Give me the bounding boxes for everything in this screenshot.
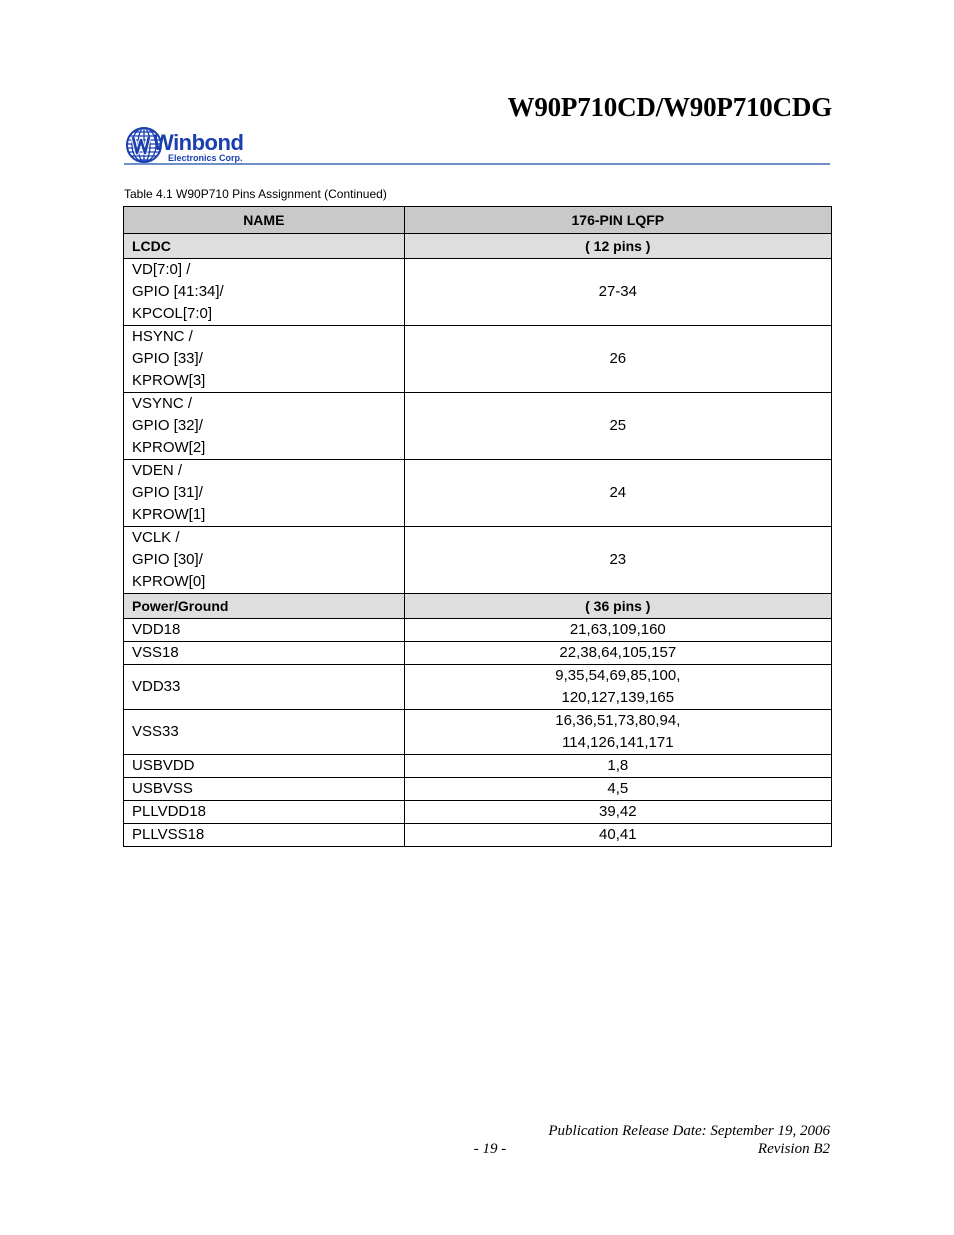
pin-name-cell	[124, 393, 405, 460]
pin-number-line: 114,126,141,171	[562, 734, 674, 751]
pin-name-line: KPROW[1]	[132, 506, 206, 523]
table-body	[124, 234, 832, 847]
pin-name-line: KPROW[0]	[132, 573, 206, 590]
pin-number-cell	[404, 393, 831, 460]
table-row	[124, 619, 832, 642]
table-row	[124, 778, 832, 801]
group-name: Power/Ground	[124, 594, 405, 619]
group-pin-count: ( 12 pins )	[404, 234, 831, 259]
group-pin-count: ( 36 pins )	[404, 594, 831, 619]
pin-name-line: VSYNC /	[132, 395, 193, 412]
pin-name-line: VSS33	[132, 723, 179, 740]
page-number: - 19 -	[473, 1141, 507, 1157]
table-row	[124, 642, 832, 665]
pin-name-cell	[124, 259, 405, 326]
pin-name-line: GPIO [30]/	[132, 551, 203, 568]
pin-name-line: VDD33	[132, 678, 181, 695]
pin-number-cell	[404, 527, 831, 594]
pin-name-line: KPROW[2]	[132, 439, 206, 456]
pin-name-line: VDD18	[132, 621, 181, 638]
pin-number-cell	[404, 710, 831, 755]
pin-name-cell	[124, 801, 405, 824]
pin-number-cell	[404, 755, 831, 778]
pin-name-cell	[124, 619, 405, 642]
pin-name-line: VD[7:0] /	[132, 261, 191, 278]
table-row	[124, 665, 832, 710]
pin-number-line: 4,5	[607, 780, 629, 797]
pin-number-line: 9,35,54,69,85,100,	[555, 667, 681, 684]
pin-name-line: GPIO [31]/	[132, 484, 203, 501]
table-row	[124, 527, 832, 594]
pin-number-line: 23	[609, 551, 627, 568]
pin-name-cell	[124, 755, 405, 778]
revision: Revision B2	[757, 1141, 830, 1157]
table-row	[124, 259, 832, 326]
table-row	[124, 393, 832, 460]
pin-name-cell	[124, 778, 405, 801]
pin-number-line: 39,42	[599, 803, 637, 820]
column-header-pins: 176-PIN LQFP	[404, 207, 831, 234]
pin-number-cell	[404, 326, 831, 393]
table-row	[124, 710, 832, 755]
pin-number-cell	[404, 665, 831, 710]
pin-name-cell	[124, 710, 405, 755]
pin-number-line: 22,38,64,105,157	[559, 644, 677, 661]
pin-name-line: GPIO [32]/	[132, 417, 203, 434]
pin-name-line: KPROW[3]	[132, 372, 206, 389]
pin-number-cell	[404, 778, 831, 801]
group-name: LCDC	[124, 234, 405, 259]
pin-number-line: 26	[609, 350, 627, 367]
document-title: W90P710CD/W90P710CDG	[507, 92, 832, 122]
pin-name-line: VDEN /	[132, 462, 183, 479]
table-header-row	[124, 207, 832, 234]
pin-name-cell	[124, 527, 405, 594]
pin-name-line: USBVSS	[132, 780, 193, 797]
pin-name-line: PLLVSS18	[132, 826, 205, 843]
logo-tagline: Electronics Corp.	[168, 153, 243, 163]
pin-number-line: 120,127,139,165	[561, 689, 675, 706]
pin-name-line: USBVDD	[132, 757, 195, 774]
pin-number-cell	[404, 460, 831, 527]
table-row	[124, 801, 832, 824]
table-row	[124, 824, 832, 847]
header-rule	[124, 163, 830, 165]
group-row	[124, 234, 832, 259]
pin-name-line: GPIO [41:34]/	[132, 283, 224, 300]
pin-name-line: GPIO [33]/	[132, 350, 203, 367]
winbond-logo	[126, 126, 256, 166]
pin-number-cell	[404, 642, 831, 665]
pin-name-line: KPCOL[7:0]	[132, 305, 213, 322]
pin-name-cell	[124, 665, 405, 710]
pin-name-line: HSYNC /	[132, 328, 193, 345]
table-row	[124, 460, 832, 527]
pin-number-line: 16,36,51,73,80,94,	[555, 712, 681, 729]
logo-brand-text: Winbond	[153, 130, 244, 155]
pin-number-line: 27-34	[598, 283, 637, 300]
pin-name-line: PLLVDD18	[132, 803, 206, 820]
pin-number-line: 21,63,109,160	[569, 621, 666, 638]
pin-name-line: VCLK /	[132, 529, 180, 546]
pin-number-cell	[404, 824, 831, 847]
pin-number-cell	[404, 259, 831, 326]
table-row	[124, 326, 832, 393]
pin-name-cell	[124, 460, 405, 527]
pin-name-cell	[124, 326, 405, 393]
table-row	[124, 755, 832, 778]
publication-release-date: Publication Release Date: September 19, 2006	[548, 1123, 830, 1139]
pin-number-line: 24	[609, 484, 627, 501]
pin-number-cell	[404, 801, 831, 824]
column-header-name: NAME	[124, 207, 405, 234]
pin-number-line: 25	[609, 417, 627, 434]
pin-number-line: 40,41	[599, 826, 637, 843]
group-row	[124, 594, 832, 619]
pin-name-line: VSS18	[132, 644, 179, 661]
pin-number-cell	[404, 619, 831, 642]
pin-name-cell	[124, 642, 405, 665]
table-caption: Table 4.1 W90P710 Pins Assignment (Continued)	[124, 187, 387, 201]
pin-number-line: 1,8	[607, 757, 629, 774]
pin-assignment-table	[123, 206, 832, 847]
pin-name-cell	[124, 824, 405, 847]
